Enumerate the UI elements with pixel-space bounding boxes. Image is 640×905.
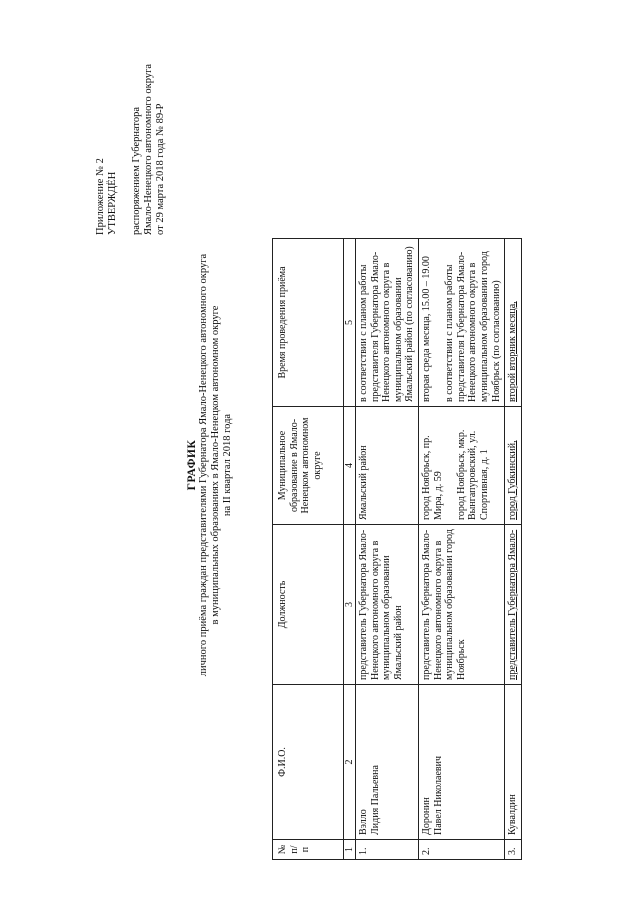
column-number: 3 [344, 525, 356, 685]
municipality-cell: Ямальский район [356, 407, 419, 525]
column-number: 5 [344, 239, 356, 407]
column-number: 1 [344, 840, 356, 860]
appendix-approval-block [95, 64, 167, 235]
position-cell: представитель Губернатора Ямало-Ненецкого автономного округа в муниципальном образовании Ямальский район [356, 525, 419, 685]
reception-time-1: вторая среда месяца, 15.00 – 19.00 [420, 256, 432, 402]
document-subtitle-3: на II квартал 2018 года [222, 413, 233, 517]
person-name-cell [356, 685, 419, 840]
person-given-names: Лидия Пальевна [369, 765, 381, 835]
document-subtitle-1: личного приёма граждан представителями Губернатора Ямало-Ненецкого автономного округа [198, 253, 209, 677]
person-given-names: Павел Николаевич [432, 755, 444, 835]
reception-time-cell: второй вторник месяца, [505, 239, 522, 407]
municipality-address-1: город Ноябрьск, пр. Мира, д. 59 [420, 435, 444, 520]
header-cell-municipality: Муниципальное образование в Ямало-Ненецком автономном округе [273, 407, 344, 525]
reception-time-cell [418, 239, 504, 407]
order-date: от 29 марта 2018 года № 89-Р [155, 103, 166, 235]
row-number: 2. [418, 840, 504, 860]
column-number: 2 [344, 685, 356, 840]
municipality-cell: город Губкинский, [505, 407, 522, 525]
document-heading [186, 185, 234, 745]
document-title: ГРАФИК [186, 439, 198, 491]
order-line: распоряжением Губернатора [131, 107, 142, 235]
header-cell-time: Время проведения приёма [273, 239, 344, 407]
municipality-cell [418, 407, 504, 525]
header-row [273, 239, 344, 860]
person-name-cell [418, 685, 504, 840]
reception-time-2: в соответствии с планом работы представителя Губернатора Ямало-Ненецкого автономного округа в муниципальном образовании город Ноябрьск (по согласованию) [444, 251, 502, 402]
table-row [418, 239, 504, 860]
person-surname: Доронин [420, 797, 432, 835]
schedule-table [272, 238, 522, 860]
column-number: 4 [344, 407, 356, 525]
reception-time-cell: в соответствии с планом работы представителя Губернатора Ямало-Ненецкого автономного округа в муниципальном образовании Ямальский район (по согласованию) [356, 239, 419, 407]
row-number: 1. [356, 840, 419, 860]
municipality-address-2: город Ноябрьск, мкр. Вынгапуровский, ул. Спортивная, д. 1 [455, 429, 490, 520]
header-cell-name: Ф.И.О. [273, 685, 344, 840]
document-subtitle-2: в муниципальных образованиях в Ямало-Ненецком автономном округе [210, 305, 221, 625]
header-cell-position: Должность [273, 525, 344, 685]
column-number-row [344, 239, 356, 860]
row-number: 3. [505, 840, 522, 860]
position-cell: представитель Губернатора Ямало-Ненецкого автономного округа в муниципальном образовании город Ноябрьск [418, 525, 504, 685]
person-surname: Кувалдин [505, 685, 522, 840]
table-row [356, 239, 419, 860]
table-row [505, 239, 522, 860]
position-cell: представитель Губернатора Ямало- [505, 525, 522, 685]
approved-stamp-text: УТВЕРЖДЁН [107, 171, 118, 235]
header-cell-number: № п/п [273, 840, 344, 860]
person-surname: Вэлло [358, 809, 369, 835]
order-issuer: Ямало-Ненецкого автономного округа [143, 63, 154, 235]
appendix-number: Приложение № 2 [95, 158, 106, 235]
